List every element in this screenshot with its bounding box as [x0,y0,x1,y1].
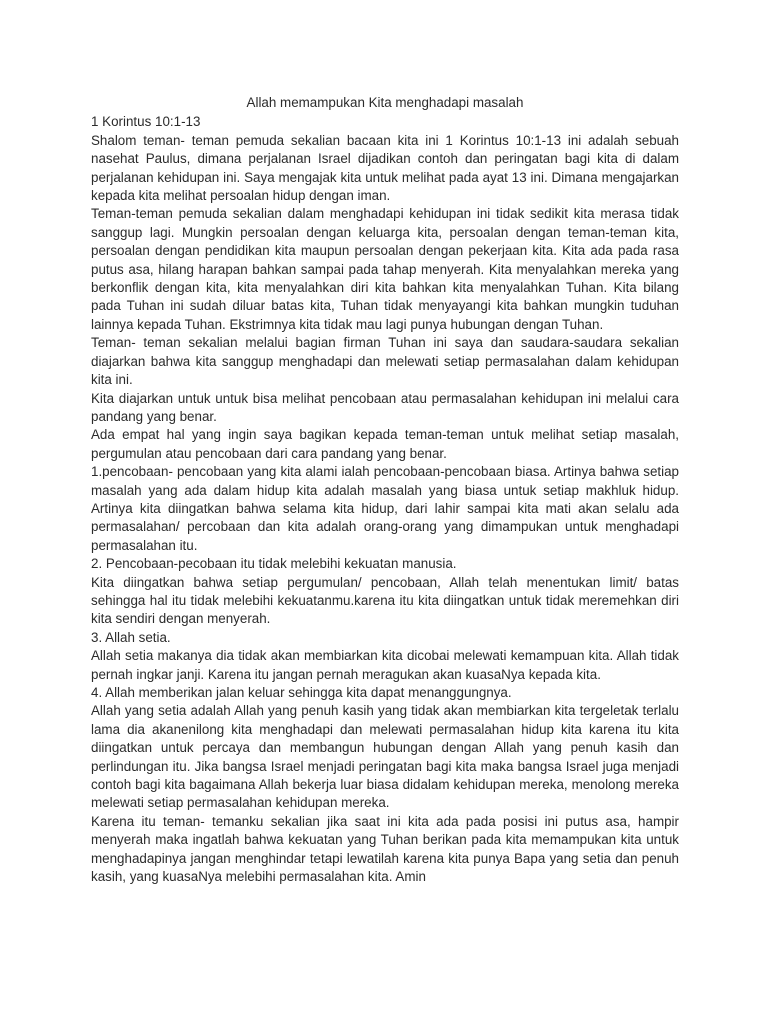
paragraph-point-3: Allah setia makanya dia tidak akan membiarkan kita dicobai melewati kemampuan kita. Allah tidak pernah ingkar janji. Karena itu jangan pernah meragukan akan kuasaNya kepada kita. [91,648,679,682]
paragraph-point-4-heading: 4. Allah memberikan jalan keluar sehingga kita dapat menanggungnya. [91,685,512,700]
paragraph-struggles: Teman-teman pemuda sekalian dalam menghadapi kehidupan ini tidak sedikit kita merasa tidak sanggup lagi. Mungkin persoalan dengan keluarga kita, persoalan dengan teman-teman kita, persoalan dengan pendidikan kita maupun persoalan dengan pekerjaan kita. Kita ada pada rasa putus asa, hilang harapan bahkan sampai pada tahap menyerah. Kita menyalahkan mereka yang berkonflik dengan kita, kita menyalahkan diri kita bahkan kita menyalahkan Tuhan. Kita bilang pada Tuhan ini sudah diluar batas kita, Tuhan tidak menyayangi kita bahkan mungkin tuduhan lainnya kepada Tuhan. Ekstrimnya kita tidak mau lagi punya hubungan dengan Tuhan. [91,206,679,332]
paragraph-point-4: Allah yang setia adalah Allah yang penuh kasih yang tidak akan membiarkan kita tergeletak terlalu lama dia akanenilong kita menghadapi dan melewati permasalahan hidup kita karena itu kita diingatkan untuk percaya dan membangun hubungan dengan Allah yang penuh kasih dan perlindungan itu. Jika bangsa Israel menjadi peringatan bagi kita maka bangsa Israel juga menjadi contoh bagi kita bagaimana Allah bekerja luar biasa didalam kehidupan mereka, menolong mereka melewati setiap permasalahan kehidupan mereka. [91,703,679,811]
paragraph-intro: Shalom teman- teman pemuda sekalian bacaan kita ini 1 Korintus 10:1-13 ini adalah sebuah nasehat Paulus, dimana perjalanan Israel dijadikan contoh dan peringatan bagi kita di dalam perjalanan kehidupan ini. Saya mengajak kita untuk melihat pada ayat 13 ini. Dimana mengajarkan kepada kita melihat persoalan hidup dengan iman. [91,132,679,204]
paragraph-perspective: Kita diajarkan untuk untuk bisa melihat pencobaan atau permasalahan kehidupan ini melalui cara pandang yang benar. [91,390,679,424]
document-title: Allah memampukan Kita menghadapi masalah [246,95,524,110]
paragraph-point-2-heading: 2. Pencobaan-pecobaan itu tidak melebihi kekuatan manusia. [91,556,457,572]
paragraph-point-3-heading: 3. Allah setia. [91,629,171,645]
paragraph-point-1: 1.pencobaan- pencobaan yang kita alami ialah pencobaan-pencobaan biasa. Artinya bahwa setiap masalah yang ada dalam hidup kita adalah masalah yang biasa untuk setiap makhluk hidup. Artinya kita diingatkan bahwa selama kita hidup, dari lahir sampai kita mati akan selalu ada permasalahan/ percobaan dan kita adalah orang-orang yang dimampukan untuk menghadapi permasalahan itu. [91,464,679,553]
paragraph-point-2: Kita diingatkan bahwa setiap pergumulan/ pencobaan, Allah telah menentukan limit/ batas sehingga hal itu tidak melebihi kekuatanmu.karena itu kita diingatkan untuk tidak meremehkan diri kita sendiri dengan menyerah. [91,574,679,627]
paragraph-four-points: Ada empat hal yang ingin saya bagikan kepada teman-teman untuk melihat setiap masalah, pergumulan atau pencobaan dari cara pandang yang benar. [91,427,679,461]
document-body [91,94,679,886]
scripture-reference: 1 Korintus 10:1-13 [91,114,201,130]
paragraph-teaching: Teman- teman sekalian melalui bagian firman Tuhan ini saya dan saudara-saudara sekalian diajarkan bahwa kita sanggup menghadapi dan melewati setiap permasalahan dalam kehidupan kita ini. [91,335,679,388]
paragraph-closing: Karena itu teman- temanku sekalian jika saat ini kita ada pada posisi ini putus asa, hampir menyerah maka ingatlah bahwa kekuatan yang Tuhan berikan pada kita memampukan kita untuk menghadapinya jangan menghindar tetapi lewatilah karena kita punya Bapa yang setia dan penuh kasih, yang kuasaNya melebihi permasalahan kita. Amin [91,813,679,885]
